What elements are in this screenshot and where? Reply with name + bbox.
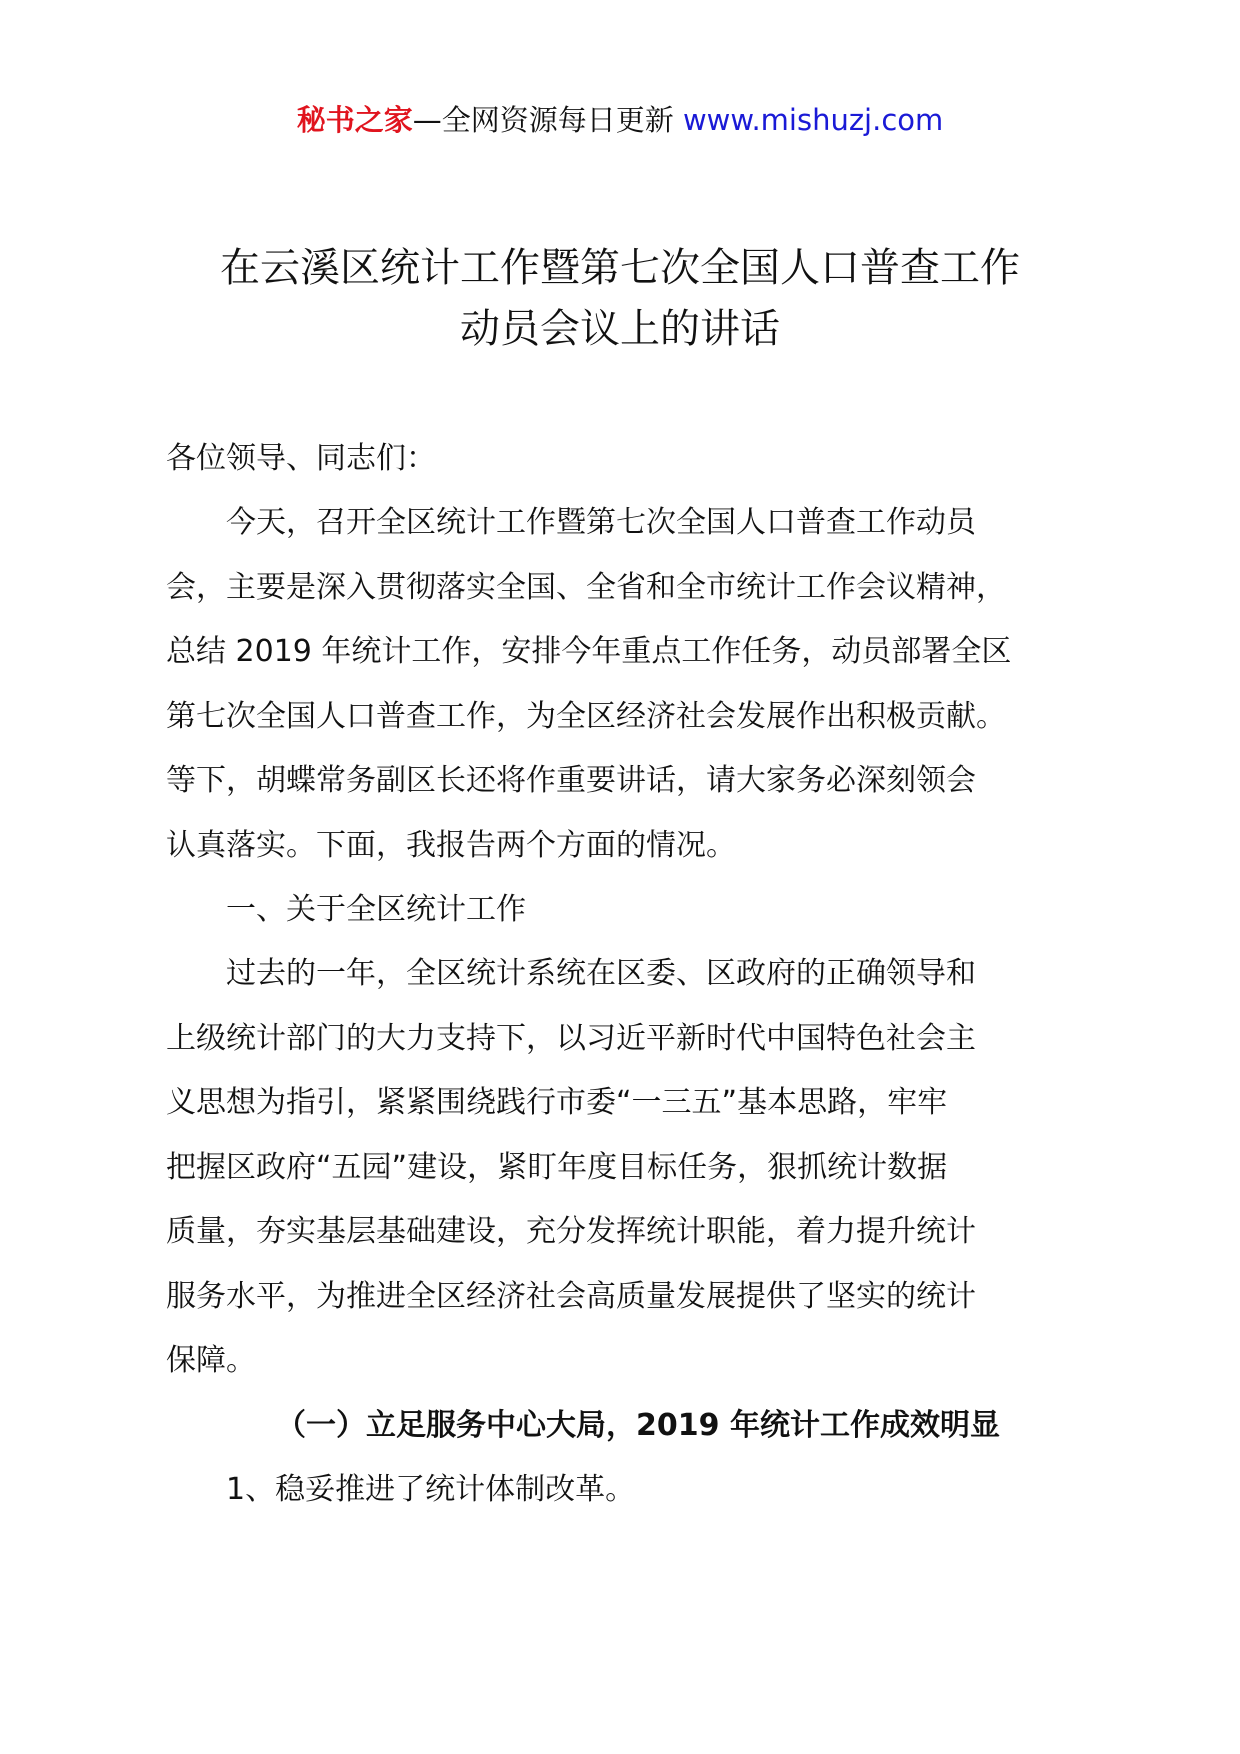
paragraph-line: 总结 2019 年统计工作，安排今年重点工作任务，动员部署全区 [166, 634, 1012, 669]
paragraph-line: 服务水平，为推进全区经济社会高质量发展提供了坚实的统计 [166, 1278, 976, 1314]
title-line-2: 动员会议上的讲话 [460, 306, 780, 352]
site-name: 秘书之家 [296, 103, 413, 137]
paragraph-intro [166, 491, 1110, 878]
site-url-link[interactable]: www.mishuzj.com [682, 103, 944, 137]
paragraph-line: 认真落实。下面，我报告两个方面的情况。 [166, 827, 736, 863]
title-line-1: 在云溪区统计工作暨第七次全国人口普查工作 [220, 245, 1020, 291]
paragraph-line: 过去的一年，全区统计系统在区委、区政府的正确领导和 [226, 956, 976, 991]
paragraph-line: 把握区政府“五园”建设，紧盯年度目标任务，狠抓统计数据 [166, 1149, 948, 1185]
paragraph-review [166, 942, 1110, 1394]
paragraph-line: 义思想为指引，紧紧围绕践行市委“一三五”基本思路，牢牢 [166, 1085, 948, 1120]
paragraph-line: 今天，召开全区统计工作暨第七次全国人口普查工作动员 [226, 505, 976, 540]
section-heading-1: 一、关于全区统计工作 [226, 892, 526, 927]
paragraph-line: 上级统计部门的大力支持下，以习近平新时代中国特色社会主 [166, 1020, 976, 1056]
subsection-heading: （一）立足服务中心大局，2019 年统计工作成效明显 [276, 1408, 1000, 1443]
paragraph-line: 保障。 [166, 1343, 256, 1378]
paragraph-line: 质量，夯实基层基础建设，充分发挥统计职能，着力提升统计 [166, 1214, 976, 1249]
list-item: 1、稳妥推进了统计体制改革。 [226, 1472, 636, 1507]
document-title [120, 238, 1120, 360]
paragraph-line: 第七次全国人口普查工作，为全区经济社会发展作出积极贡献。 [166, 698, 1006, 734]
salutation: 各位领导、同志们： [166, 441, 436, 476]
paragraph-line: 等下，胡蝶常务副区长还将作重要讲话，请大家务必深刻领会 [166, 763, 976, 798]
site-slogan: —全网资源每日更新 [412, 103, 683, 137]
paragraph-line: 会，主要是深入贯彻落实全国、全省和全市统计工作会议精神， [166, 569, 1006, 605]
site-header [0, 100, 1240, 140]
